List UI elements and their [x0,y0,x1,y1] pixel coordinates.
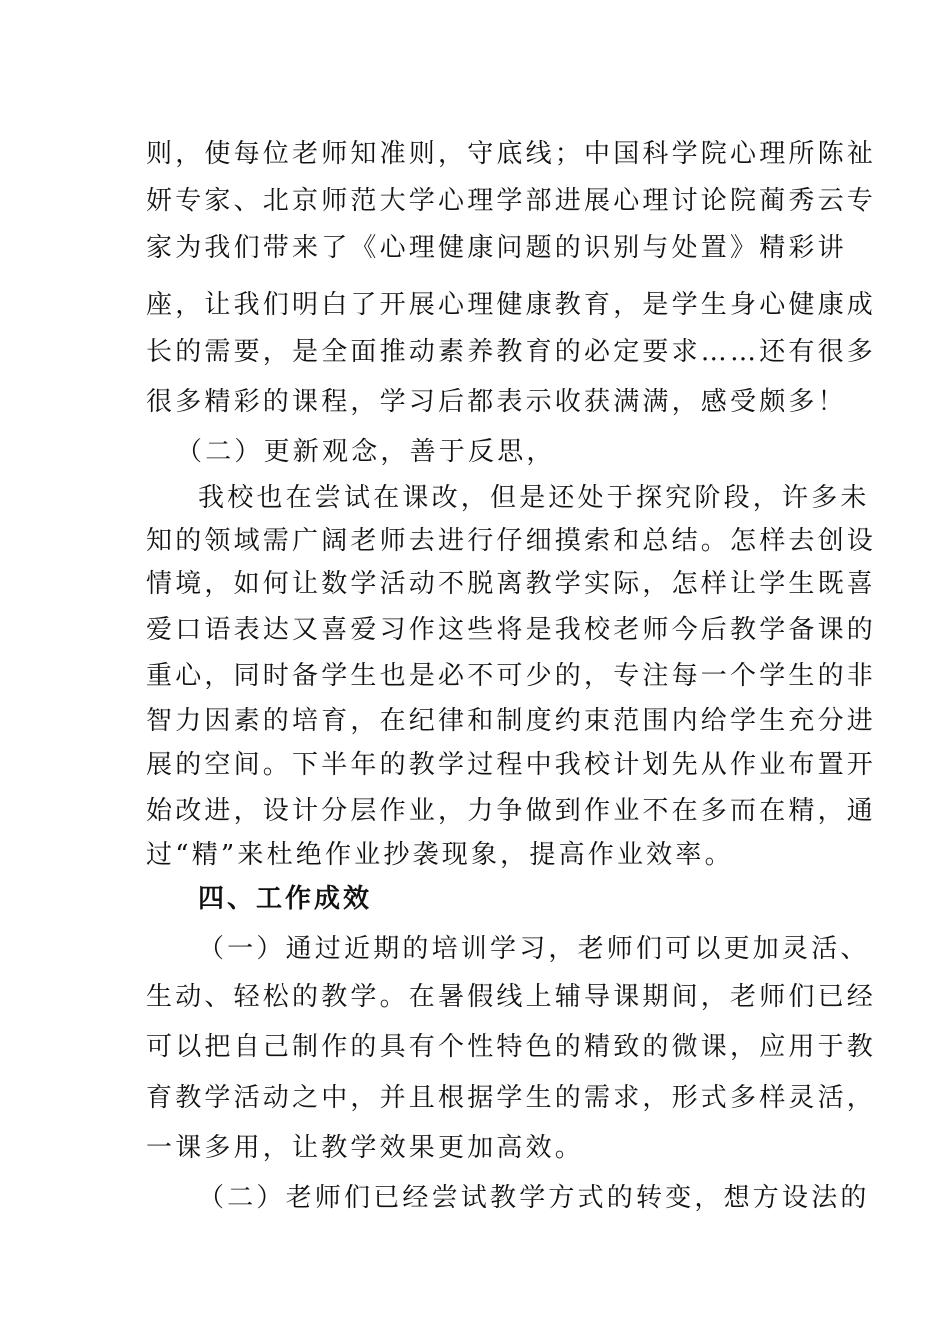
paragraph-line-7: 我校也在尝试在课改，但是还处于探究阶段，许多未 [198,483,870,513]
paragraph-line-20: 一课多用，让教学效果更加高效。 [146,1133,585,1163]
paragraph-line-2: 妍专家、北京师范大学心理学部进展心理讨论院蔺秀云专 [146,186,877,216]
paragraph-line-21: （二）老师们已经尝试教学方式的转变，想方设法的 [198,1183,870,1213]
section-heading: 四、工作成效 [198,884,373,914]
paragraph-line-13: 展的空间。下半年的教学过程中我校计划先从作业布置开 [146,750,877,780]
paragraph-line-17: 生动、轻松的教学。在暑假线上辅导课期间，老师们已经 [146,982,877,1012]
paragraph-line-15: 过“精”来杜绝作业抄袭现象，提高作业效率。 [146,840,734,870]
section-subheading-2: （二）更新观念，善于反思， [176,437,556,467]
paragraph-line-3: 家为我们带来了《心理健康问题的识别与处置》精彩讲 [146,233,847,263]
paragraph-line-6: 很多精彩的课程，学习后都表示收获满满，感受颇多！ [146,387,847,417]
paragraph-line-10: 爱口语表达又喜爱习作这些将是我校老师今后教学备课的 [146,615,877,645]
paragraph-line-11: 重心，同时备学生也是必不可少的，专注每一个学生的非 [146,661,877,691]
paragraph-line-9: 情境，如何让数学活动不脱离教学实际，怎样让学生既喜 [146,569,877,599]
paragraph-line-12: 智力因素的培育，在纪律和制度约束范围内给学生充分进 [146,706,877,736]
paragraph-line-14: 始改进，设计分层作业，力争做到作业不在多而在精，通 [146,796,877,826]
paragraph-line-1: 则，使每位老师知准则，守底线；中国科学院心理所陈祉 [146,139,877,169]
paragraph-line-4: 座，让我们明白了开展心理健康教育，是学生身心健康成 [146,290,877,320]
paragraph-line-5: 长的需要，是全面推动素养教育的必定要求……还有很多 [146,337,877,367]
paragraph-line-16: （一）通过近期的培训学习，老师们可以更加灵活、 [198,934,870,964]
paragraph-line-8: 知的领域需广阔老师去进行仔细摸索和总结。怎样去创设 [146,526,877,556]
paragraph-line-18: 可以把自己制作的具有个性特色的精致的微课，应用于教 [146,1032,877,1062]
paragraph-line-19: 育教学活动之中，并且根据学生的需求，形式多样灵活， [146,1083,877,1113]
